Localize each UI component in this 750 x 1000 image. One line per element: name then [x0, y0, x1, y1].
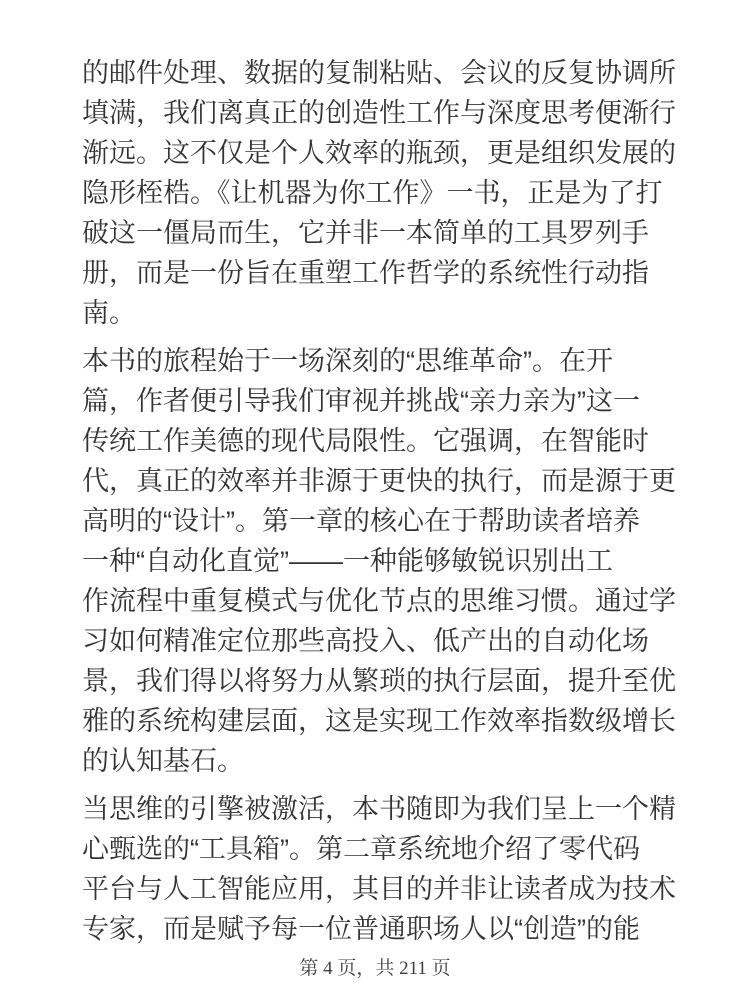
text-line: 隐形桎梏。《让机器为你工作》一书，正是为了打 [82, 178, 663, 208]
text-line: 景，我们得以将努力从繁琐的执行层面，提升至优 [82, 666, 676, 696]
text-line: 当思维的引擎被激活，本书随即为我们呈上一个精 [82, 794, 676, 824]
text-line: 本书的旅程始于一场深刻的“思维革命”。在开 [82, 346, 613, 376]
paragraph [82, 789, 676, 949]
paragraph [82, 53, 676, 333]
text-line: 破这一僵局而生，它并非一本简单的工具罗列手 [82, 218, 649, 248]
text-line: 专家，而是赋予每一位普通职场人以“创造”的能 [82, 914, 640, 944]
text-line: 一种“自动化直觉”——一种能够敏锐识别出工 [82, 546, 613, 576]
text-line: 册，而是一份旨在重塑工作哲学的系统性行动指 [82, 258, 649, 288]
text-line: 的认知基石。 [82, 746, 244, 776]
text-line: 平台与人工智能应用，其目的并非让读者成为技术 [82, 874, 676, 904]
text-line: 的邮件处理、数据的复制粘贴、会议的反复协调所 [82, 58, 676, 88]
text-line: 代，真正的效率并非源于更快的执行，而是源于更 [82, 466, 676, 496]
text-line: 习如何精准定位那些高投入、低产出的自动化场 [82, 626, 649, 656]
paragraph [82, 341, 676, 781]
text-line: 渐远。这不仅是个人效率的瓶颈，更是组织发展的 [82, 138, 676, 168]
text-line: 作流程中重复模式与优化节点的思维习惯。通过学 [82, 586, 676, 616]
text-line: 南。 [82, 298, 136, 328]
text-line: 传统工作美德的现代局限性。它强调，在智能时 [82, 426, 649, 456]
text-line: 高明的“设计”。第一章的核心在于帮助读者培养 [82, 506, 640, 536]
text-line: 雅的系统构建层面，这是实现工作效率指数级增长 [82, 706, 676, 736]
text-line: 填满，我们离真正的创造性工作与深度思考便渐行 [82, 98, 676, 128]
text-line: 心甄选的“工具箱”。第二章系统地介绍了零代码 [82, 834, 640, 864]
page-number-footer: 第 4 页，共 211 页 [299, 958, 451, 979]
document-body [82, 53, 676, 981]
text-line: 篇，作者便引导我们审视并挑战“亲力亲为”这一 [82, 386, 640, 416]
